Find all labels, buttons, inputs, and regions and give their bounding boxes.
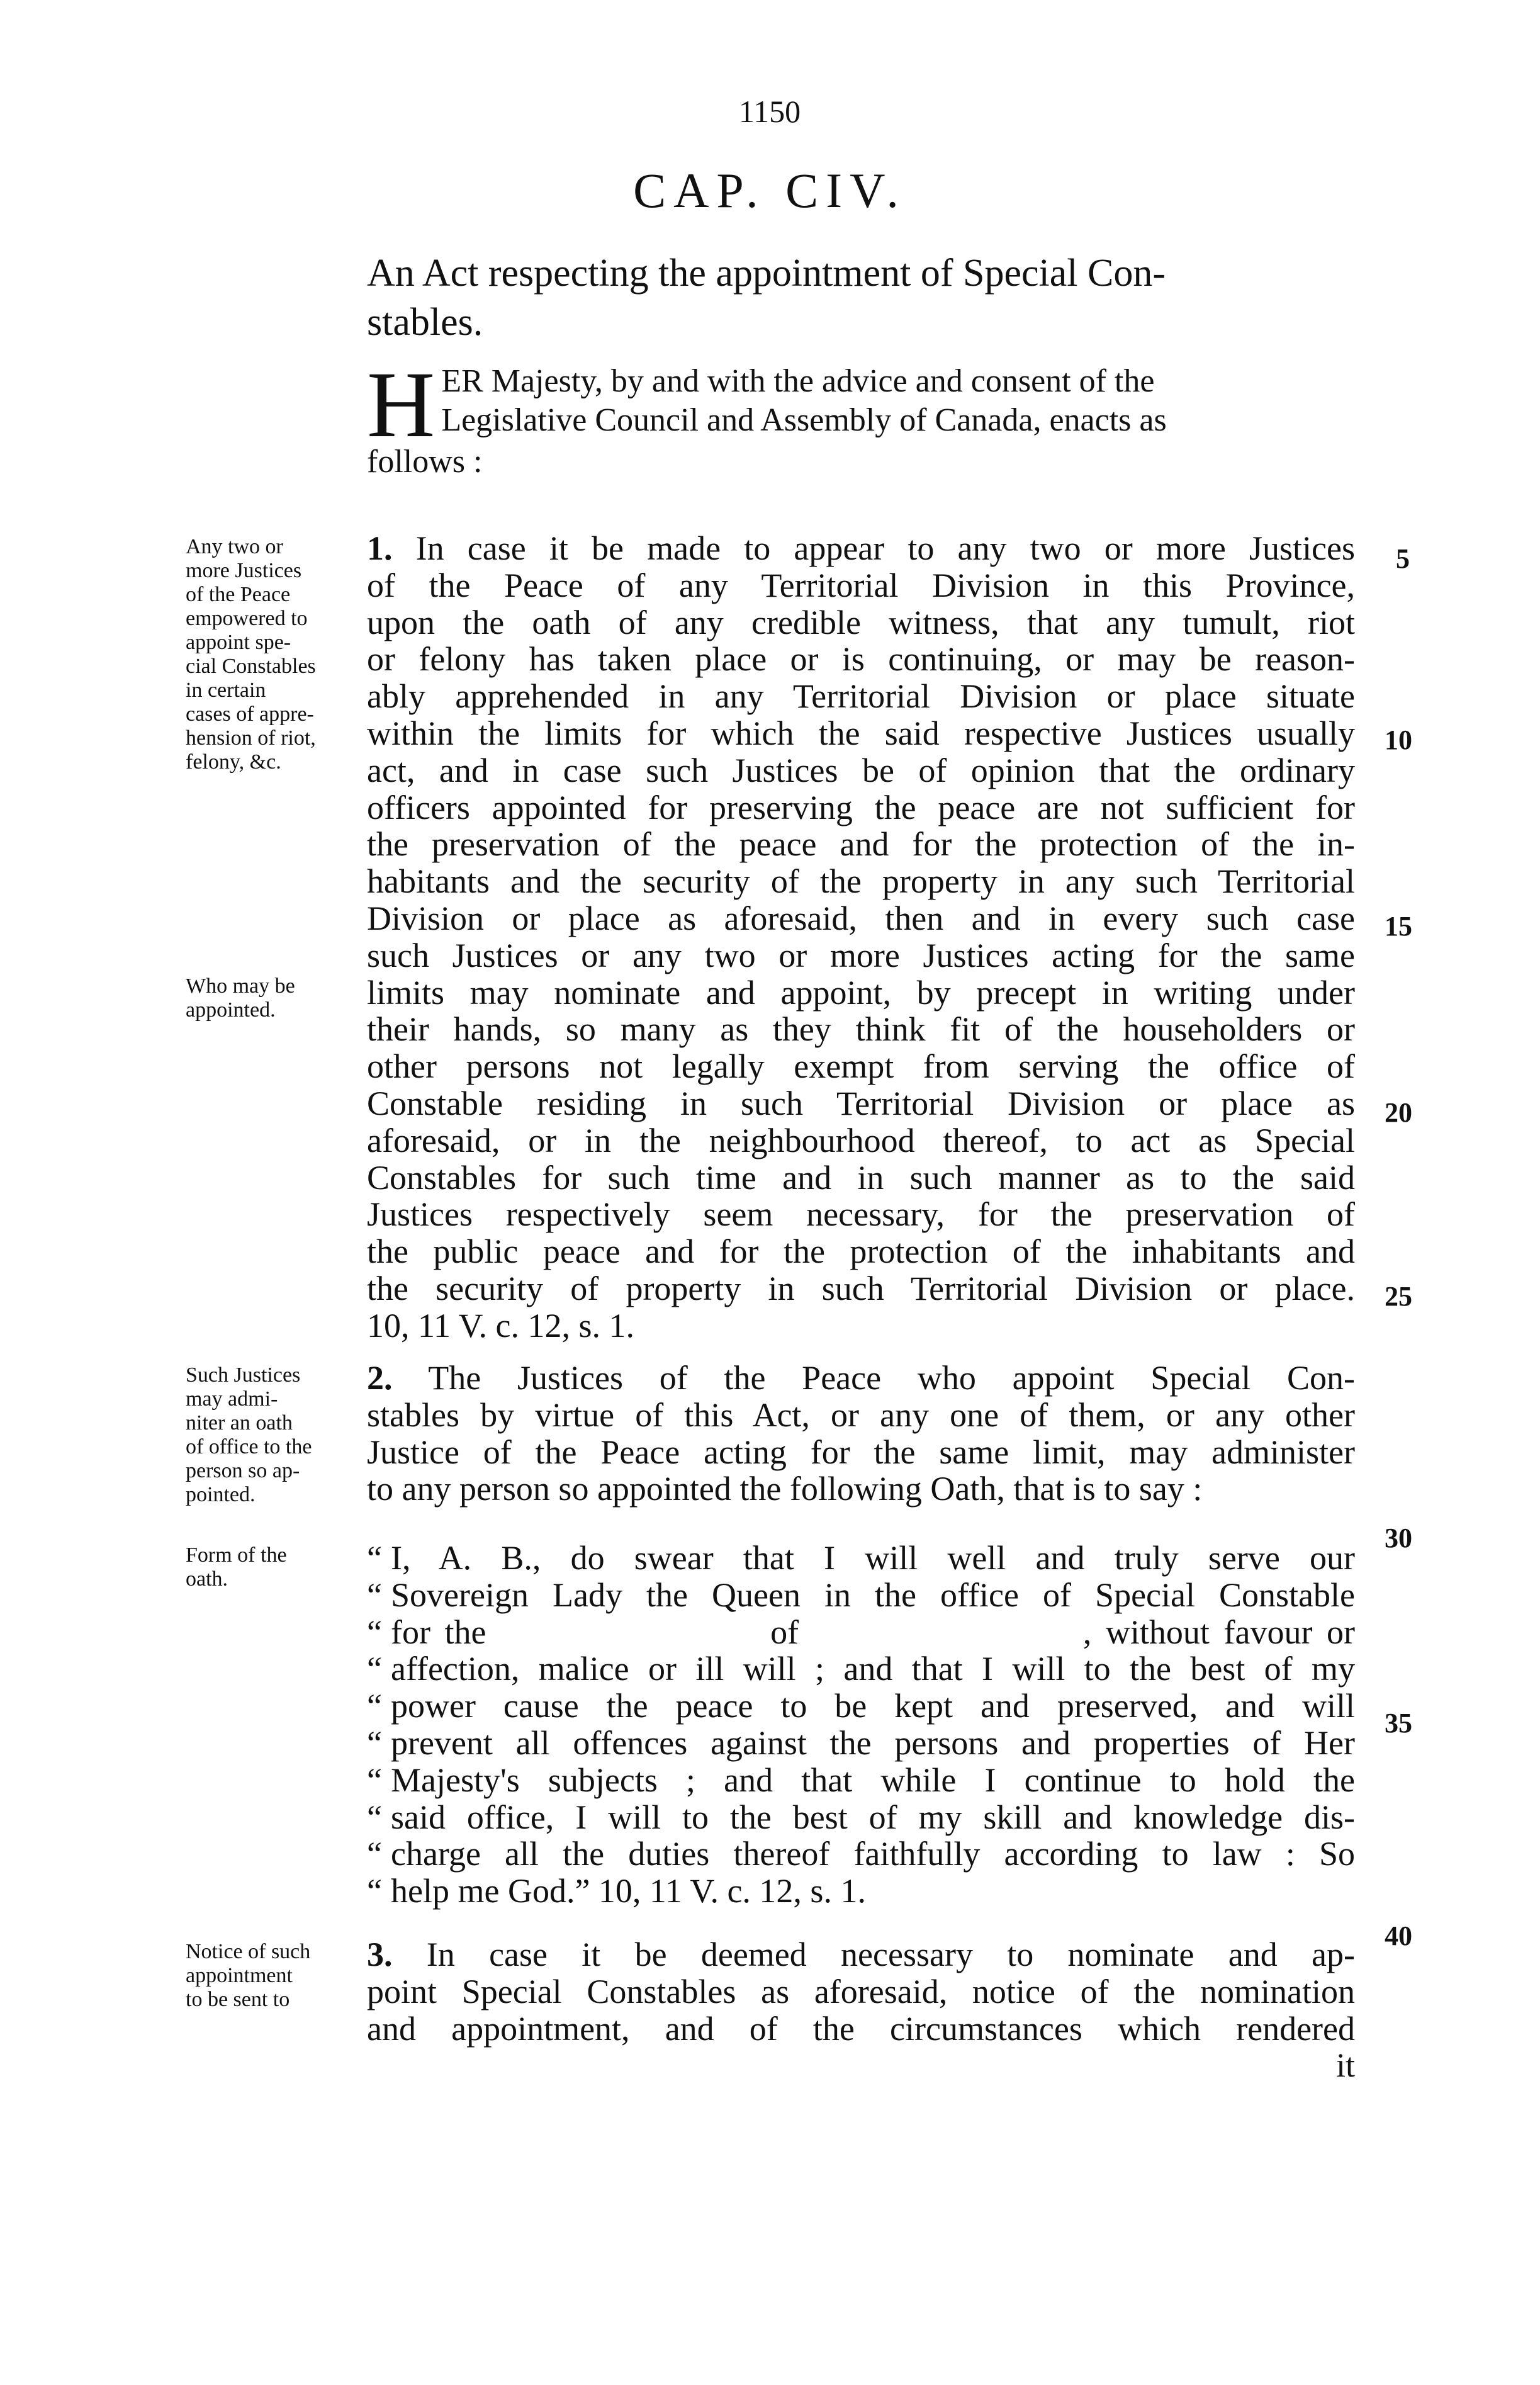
marginal-note: Any two or more Justices of the Peace empowered to appoint spe- cial Constables in certain cases of appre- hension of riot, felony, &c. xyxy=(186,535,316,774)
oath-line: “ prevent all offences against the persons and properties of Her xyxy=(367,1723,1355,1762)
section-line: the preservation of the peace and for the protection of the in- xyxy=(367,825,1355,864)
marginal-note: Who may be appointed. xyxy=(186,974,295,1022)
drop-cap: H xyxy=(367,352,436,457)
section-line: aforesaid, or in the neighbourhood thereof, to act as Special xyxy=(367,1121,1355,1159)
section-line: within the limits for which the said respective Justices usually xyxy=(367,714,1355,752)
enacting-line: Legislative Council and Assembly of Canada, enacts as xyxy=(441,402,1167,438)
act-title-line: stables. xyxy=(367,301,483,344)
section-line: Constables for such time and in such manner as to the said xyxy=(367,1158,1355,1197)
oath-line: “ I, A. B., do swear that I will well and truly serve our xyxy=(367,1539,1355,1577)
section-line: such Justices or any two or more Justices acting for the same xyxy=(367,936,1355,974)
section-line: 1. In case it be made to appear to any two or more Justices xyxy=(367,529,1356,567)
section-line: act, and in case such Justices be of opinion that the ordinary xyxy=(367,751,1355,789)
line-number: 30 xyxy=(1385,1523,1412,1553)
line-number: 35 xyxy=(1385,1708,1412,1739)
section-2 xyxy=(367,1360,1355,1508)
section-line: officers appointed for preserving the peace are not sufficient for xyxy=(367,788,1355,826)
act-title xyxy=(367,249,1355,347)
section-line: the security of property in such Territorial Division or place. xyxy=(367,1269,1355,1307)
oath-line: “ help me God.” 10, 11 V. c. 12, s. 1. xyxy=(367,1872,866,1910)
line-number: 15 xyxy=(1385,911,1412,942)
oath-text xyxy=(367,1540,1355,1910)
section-line: or felony has taken place or is continuing, or may be reason- xyxy=(367,640,1355,679)
section-line: to any person so appointed the following Oath, that is to say : xyxy=(367,1470,1203,1508)
section-line: Division or place as aforesaid, then and in every such case xyxy=(367,899,1355,937)
oath-line: “ Majesty's subjects ; and that while I continue to hold the xyxy=(367,1761,1355,1799)
section-number: 3. xyxy=(367,1936,393,1973)
marginal-note: Form of the oath. xyxy=(186,1543,287,1591)
marginal-note: Such Justices may admi- niter an oath of office to the person so ap- pointed. xyxy=(186,1363,312,1506)
catchword: it xyxy=(1335,2046,1355,2085)
section-line: Justice of the Peace acting for the same limit, may administer xyxy=(367,1433,1355,1471)
oath-line: “ for the of , without favour or xyxy=(367,1613,1355,1651)
section-3 xyxy=(367,1936,1355,2084)
chapter-heading: CAP. CIV. xyxy=(633,163,906,218)
line-number: 20 xyxy=(1385,1097,1412,1128)
section-line: their hands, so many as they think fit of the householders or xyxy=(367,1010,1355,1049)
section-line: the public peace and for the protection of the inhabitants and xyxy=(367,1232,1355,1271)
marginal-note: Notice of such appointment to be sent to xyxy=(186,1940,311,2011)
section-line: point Special Constables as aforesaid, notice of the nomination xyxy=(367,1972,1355,2010)
enacting-clause xyxy=(367,352,1355,482)
page-number: 1150 xyxy=(738,94,801,129)
line-number: 5 xyxy=(1396,543,1410,574)
section-line: of the Peace of any Territorial Division in this Province, xyxy=(367,566,1355,604)
section-number: 1. xyxy=(367,529,393,567)
section-line: Constable residing in such Territorial Division or place as xyxy=(367,1084,1355,1122)
section-line: habitants and the security of the property in any such Territorial xyxy=(367,862,1355,901)
line-number: 40 xyxy=(1385,1920,1412,1951)
oath-line: “ said office, I will to the best of my skill and knowledge dis- xyxy=(367,1798,1355,1836)
section-line: other persons not legally exempt from serving the office of xyxy=(367,1047,1355,1086)
section-line: 3. In case it be deemed necessary to nominate and ap- xyxy=(367,1936,1355,1973)
section-1 xyxy=(367,530,1355,1345)
oath-line: “ charge all the duties thereof faithfully according to law : So xyxy=(367,1835,1355,1873)
section-line: limits may nominate and appoint, by precept in writing under xyxy=(367,973,1355,1012)
section-line: stables by virtue of this Act, or any one of them, or any other xyxy=(367,1395,1355,1434)
section-line: 10, 11 V. c. 12, s. 1. xyxy=(367,1306,635,1345)
enacting-line: follows : xyxy=(367,444,483,480)
enacting-line: ER Majesty, by and with the advice and consent of the xyxy=(441,363,1155,399)
section-line: 2. The Justices of the Peace who appoint Special Con- xyxy=(367,1359,1355,1397)
section-line: ably apprehended in any Territorial Division or place situate xyxy=(367,677,1355,716)
section-number: 2. xyxy=(367,1359,393,1397)
line-number: 10 xyxy=(1385,725,1412,755)
section-line: Justices respectively seem necessary, for the preservation of xyxy=(367,1195,1355,1234)
oath-line: “ affection, malice or ill will ; and that I will to the best of my xyxy=(367,1650,1355,1688)
oath-line: “ power cause the peace to be kept and preserved, and will xyxy=(367,1687,1355,1725)
act-title-line: An Act respecting the appointment of Special Con- xyxy=(367,252,1166,295)
line-number: 25 xyxy=(1385,1281,1412,1312)
section-line: upon the oath of any credible witness, that any tumult, riot xyxy=(367,603,1355,641)
section-line: and appointment, and of the circumstances which rendered xyxy=(367,2009,1355,2048)
oath-line: “ Sovereign Lady the Queen in the office of Special Constable xyxy=(367,1576,1355,1614)
